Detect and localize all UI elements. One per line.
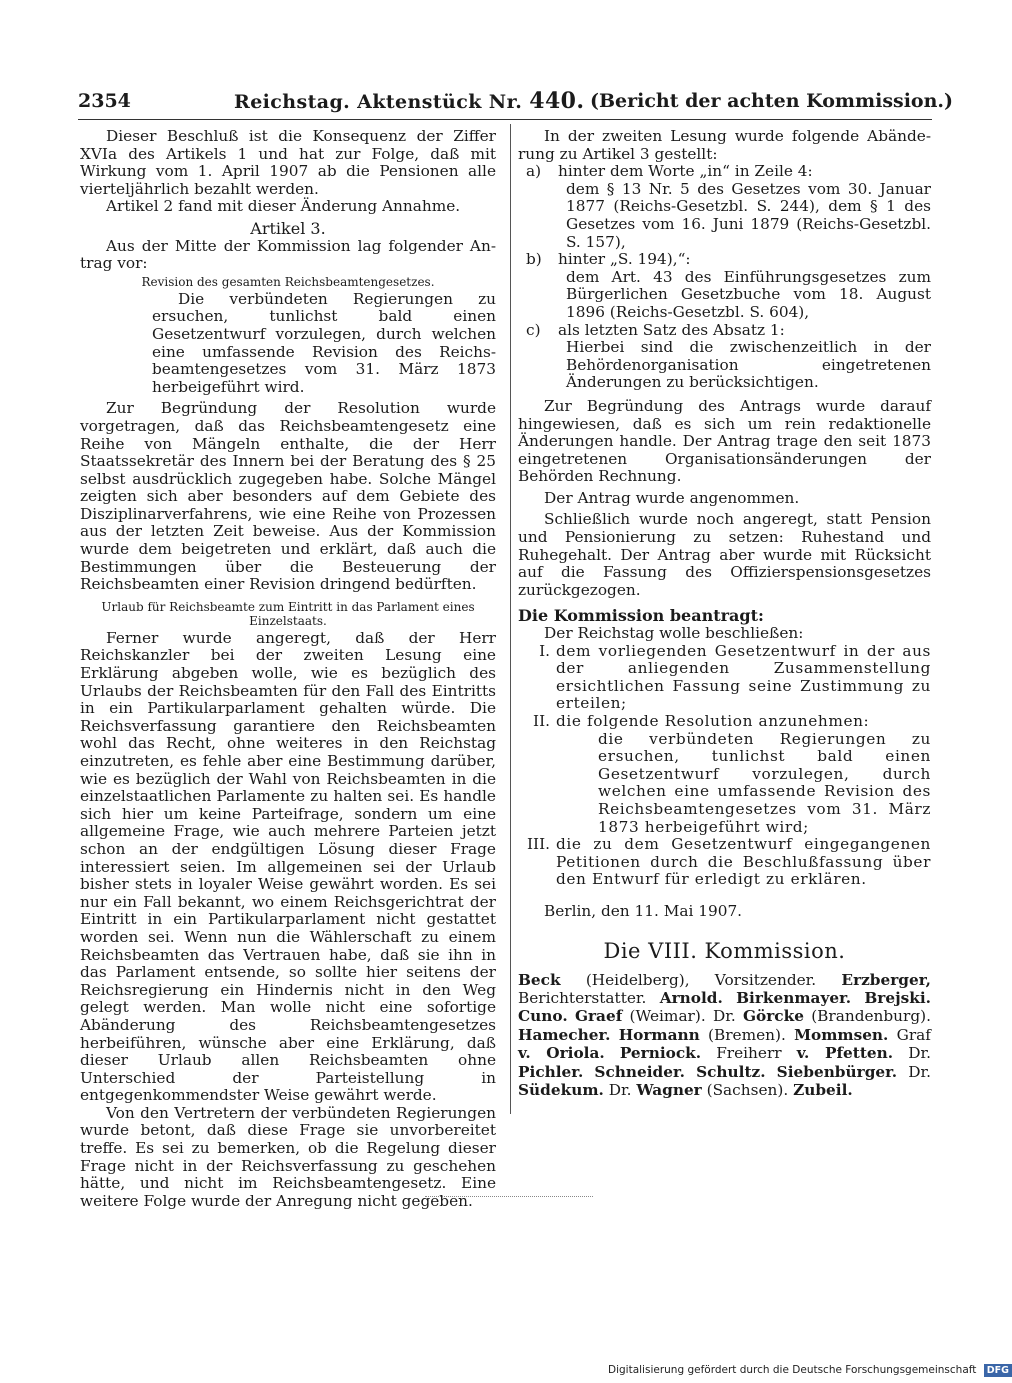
document-number: 440. [529, 88, 585, 114]
member-name: Zubeil. [793, 1080, 853, 1099]
motion-resolution-text: die verbündeten Regierungen zu ersuchen, tunlichst bald einen Gesetzentwurf vorzulegen, durch welchen eine umfassende Revision des Reichsbeamtengesetzes vom 31. März 1873 herbeigeführt wird; [598, 729, 931, 836]
paragraph: Der Antrag wurde angenommen. [544, 488, 800, 507]
member-name: Hamecher. [518, 1025, 611, 1044]
date-line: Berlin, den 11. Mai 1907. [544, 901, 743, 920]
dfg-logo: DFG [984, 1364, 1012, 1377]
amendment-item-c [518, 322, 931, 340]
member-note: Berichterstatter. [518, 988, 647, 1007]
member-name: Beck [518, 970, 561, 989]
column-divider [510, 124, 511, 1114]
item-label: III. [527, 835, 550, 854]
member-name: Arnold. [659, 988, 723, 1007]
motion-item-ii [518, 713, 931, 731]
amendment-item-b [518, 251, 931, 269]
member-name: v. Pfetten. [796, 1044, 894, 1063]
report-subtitle: (Bericht der achten Kommission.) [590, 90, 954, 112]
motion-item-i [518, 643, 931, 713]
running-head [234, 86, 584, 117]
item-body: Hierbei sind die zwischenzeitlich in der Behördenorganisation eingetretenen Änderungen zu berücksichtigen. [566, 338, 931, 392]
member-note: (Heidelberg), Vorsitzender. [585, 970, 817, 989]
member-name: Brejski. [864, 988, 931, 1007]
resolution-heading: Revision des gesamten Reichsbeamtengesetzes. [141, 274, 435, 289]
member-name: Görcke [742, 1007, 804, 1026]
funding-footer [608, 1361, 1009, 1379]
item-body: dem § 13 Nr. 5 des Gesetzes vom 30. Januar 1877 (Reichs-Gesetzbl. S. 244), dem § 1 des Gesetzes vom 16. Juni 1879 (Reichs-Gesetzbl. S. 157), [566, 179, 931, 251]
item-text: hinter „S. 194),“: [558, 250, 691, 269]
section-heading: Urlaub für Reichsbeamte zum Eintritt in das Parlament eines Einzelstaats. [101, 599, 475, 628]
member-note: Graf [896, 1025, 931, 1044]
member-note: Dr. [908, 1044, 931, 1063]
member-name: v. Oriola. [518, 1044, 605, 1063]
paragraph: Aus der Mitte der Kommission lag folgender Antrag vor: [80, 236, 496, 273]
paragraph: Zur Begründung des Antrags wurde darauf hingewiesen, daß es sich um rein redaktionelle Änderungen handle. Der Antrag trage den seit 1873 eingetretenen Organisationsänderungen der Behörden Rechnung. [518, 396, 931, 486]
member-note: (Weimar). Dr. [629, 1007, 736, 1026]
item-text: die folgende Resolution anzunehmen: [556, 712, 870, 730]
member-list [518, 971, 931, 1100]
paragraph: Ferner wurde angeregt, daß der Herr Reichskanzler bei der zweiten Lesung eine Erklärung abgeben wolle, wie es bezüglich des Urlaubs der Reichsbeamten für den Fall des Eintritts in ein Partikularparlament gehalten würde. Die Reichsverfassung garantiere den Reichsbeamten wohl das Recht, ohne weiteres in den Reichstag einzutreten, es fehle aber eine Bestimmung darüber, wie es bezüglich der Wahl von Reichsbeamten in die einzelstaatlichen Parlamente zu halten sei. Es handle sich hier um keine Parteifrage, sondern um eine allgemeine Frage, wie auch mehrere Parteien jetzt schon an der endgültigen Lösung dieser Frage interessiert seien. Im allgemeinen sei der Urlaub bisher stets in loyaler Weise gewährt worden. Es sei nur ein Fall bekannt, wo einem Reichsgerichtrat der Eintritt in ein Partikularparlament nicht gestattet worden sei. Wenn nun die Wählerschaft zu einem Reichsbeamten das Vertrauen habe, daß sie ihn in das Parlament entsende, so sollte hier seitens der Reichsregierung ein Hindernis nicht in den Weg gelegt werden. Man wolle nicht eine sofortige Abänderung des Reichsbeamtengesetzes herbeiführen, wünsche aber eine Erklärung, daß dieser Urlaub allen Reichsbeamten ohne Unterschied der Parteistellung in entgegenkommendster Weise gewährt werde. [80, 628, 496, 1105]
item-label: b) [526, 250, 542, 269]
item-text: als letzten Satz des Absatz 1: [558, 320, 785, 339]
item-label: c) [526, 320, 541, 339]
paragraph: Artikel 2 fand mit dieser Änderung Annahme. [106, 197, 461, 216]
motion-intro: Der Reichstag wolle beschließen: [544, 624, 804, 643]
item-label: a) [526, 162, 542, 181]
member-name: Mommsen. [794, 1025, 889, 1044]
paragraph: In der zweiten Lesung wurde folgende Abänderung zu Artikel 3 gestellt: [518, 127, 931, 163]
member-name: Siebenbürger. [776, 1062, 898, 1081]
member-name: Wagner [636, 1080, 702, 1099]
member-note: (Bremen). [708, 1025, 786, 1044]
left-column [80, 128, 496, 1210]
paragraph: Dieser Beschluß ist die Konsequenz der Ziffer XVIa des Artikels 1 und hat zur Folge, daß mit Wirkung vom 1. April 1907 ab die Pensionen alle vierteljährlich bezahlt werden. [80, 127, 496, 198]
page-header [78, 86, 954, 120]
member-note: (Sachsen). [706, 1080, 789, 1099]
paragraph: Schließlich wurde noch angeregt, statt Pension und Pensionierung zu setzen: Ruhestand und Ruhegehalt. Der Antrag aber wurde mit Rücksicht auf die Fassung des Offizierspensionsgesetzes zurückgezogen. [518, 510, 931, 599]
right-column [518, 128, 931, 1099]
member-note: (Brandenburg). [811, 1007, 931, 1026]
member-name: Perniock. [619, 1044, 702, 1063]
resolution-text: Die verbündeten Regierungen zu ersuchen, tunlichst bald einen Gesetzentwurf vorzulegen, durch welchen eine umfassende Revision des Reichsbeamtengesetzes vom 31. März 1873 herbeigeführt wird. [152, 289, 496, 396]
member-name: Birkenmayer. [736, 988, 852, 1007]
member-note: Dr. [608, 1080, 632, 1099]
member-name: Hormann [618, 1025, 700, 1044]
motion-heading: Die Kommission beantragt: [518, 606, 764, 626]
amendment-item-a [518, 163, 931, 181]
member-name: Pichler. [518, 1062, 584, 1081]
item-label: I. [539, 641, 550, 660]
member-note: Dr. [908, 1062, 931, 1081]
item-text: dem vorliegenden Gesetzentwurf in der aus der anliegenden Zusammenstellung ersichtlichen Fassung seine Zustimmung zu erteilen; [556, 641, 931, 713]
item-text: hinter dem Worte „in“ in Zeile 4: [558, 162, 813, 181]
motion-item-iii [518, 836, 931, 889]
paragraph: Zur Begründung der Resolution wurde vorgetragen, daß das Reichsbeamtengesetz eine Reihe von Mängeln enthalte, die der Herr Staatssekretär des Innern bei der Beratung des § 25 selbst ausdrücklich zugegeben habe. Solche Mängel zeigten sich aber besonders auf dem Gebiete des Disziplinarverfahrens, wie eine Reihe von Prozessen aus der letzten Zeit beweise. Aus der Kommission wurde dem beigetreten und erklärt, daß auch die Bestimmungen über die Besteuerung der Reichsbeamten einer Revision dringend bedürften. [80, 399, 496, 594]
commission-title: Die VIII. Kommission. [603, 938, 846, 963]
item-label: II. [533, 712, 550, 730]
item-body: dem Art. 43 des Einführungsgesetzes zum Bürgerlichen Gesetzbuche vom 18. August 1896 (Reichs-Gesetzbl. S. 604), [566, 267, 931, 321]
member-name: Cuno. [518, 1007, 568, 1026]
member-note: Freiherr [716, 1044, 782, 1063]
member-name: Graef [574, 1007, 623, 1026]
paragraph: Von den Vertretern der verbündeten Regierungen wurde betont, daß diese Frage sie unvorbereitet treffe. Es sei zu bemerken, ob die Regelung dieser Frage nicht in der Reichsverfassung zu geschehen hätte, und nicht im Reichsbeamtengesetz. Eine weitere Folge wurde der Anregung nicht gegeben. [80, 1103, 496, 1210]
member-name: Schneider. [594, 1062, 685, 1081]
running-head-text: Reichstag. Aktenstück Nr. [234, 91, 523, 113]
page-end-rule [425, 1196, 593, 1197]
page-number: 2354 [78, 90, 131, 112]
item-text: die zu dem Gesetzentwurf eingegangenen Petitionen durch die Beschlußfassung über den Entwurf für erledigt zu erklären. [556, 835, 931, 889]
funding-note: Digitalisierung gefördert durch die Deutsche Forschungsgemeinschaft [608, 1364, 977, 1376]
member-name: Schultz. [696, 1062, 766, 1081]
member-name: Südekum. [518, 1080, 604, 1099]
header-rule [78, 119, 932, 120]
member-name: Erzberger, [841, 970, 931, 989]
article-heading: Artikel 3. [250, 218, 326, 238]
